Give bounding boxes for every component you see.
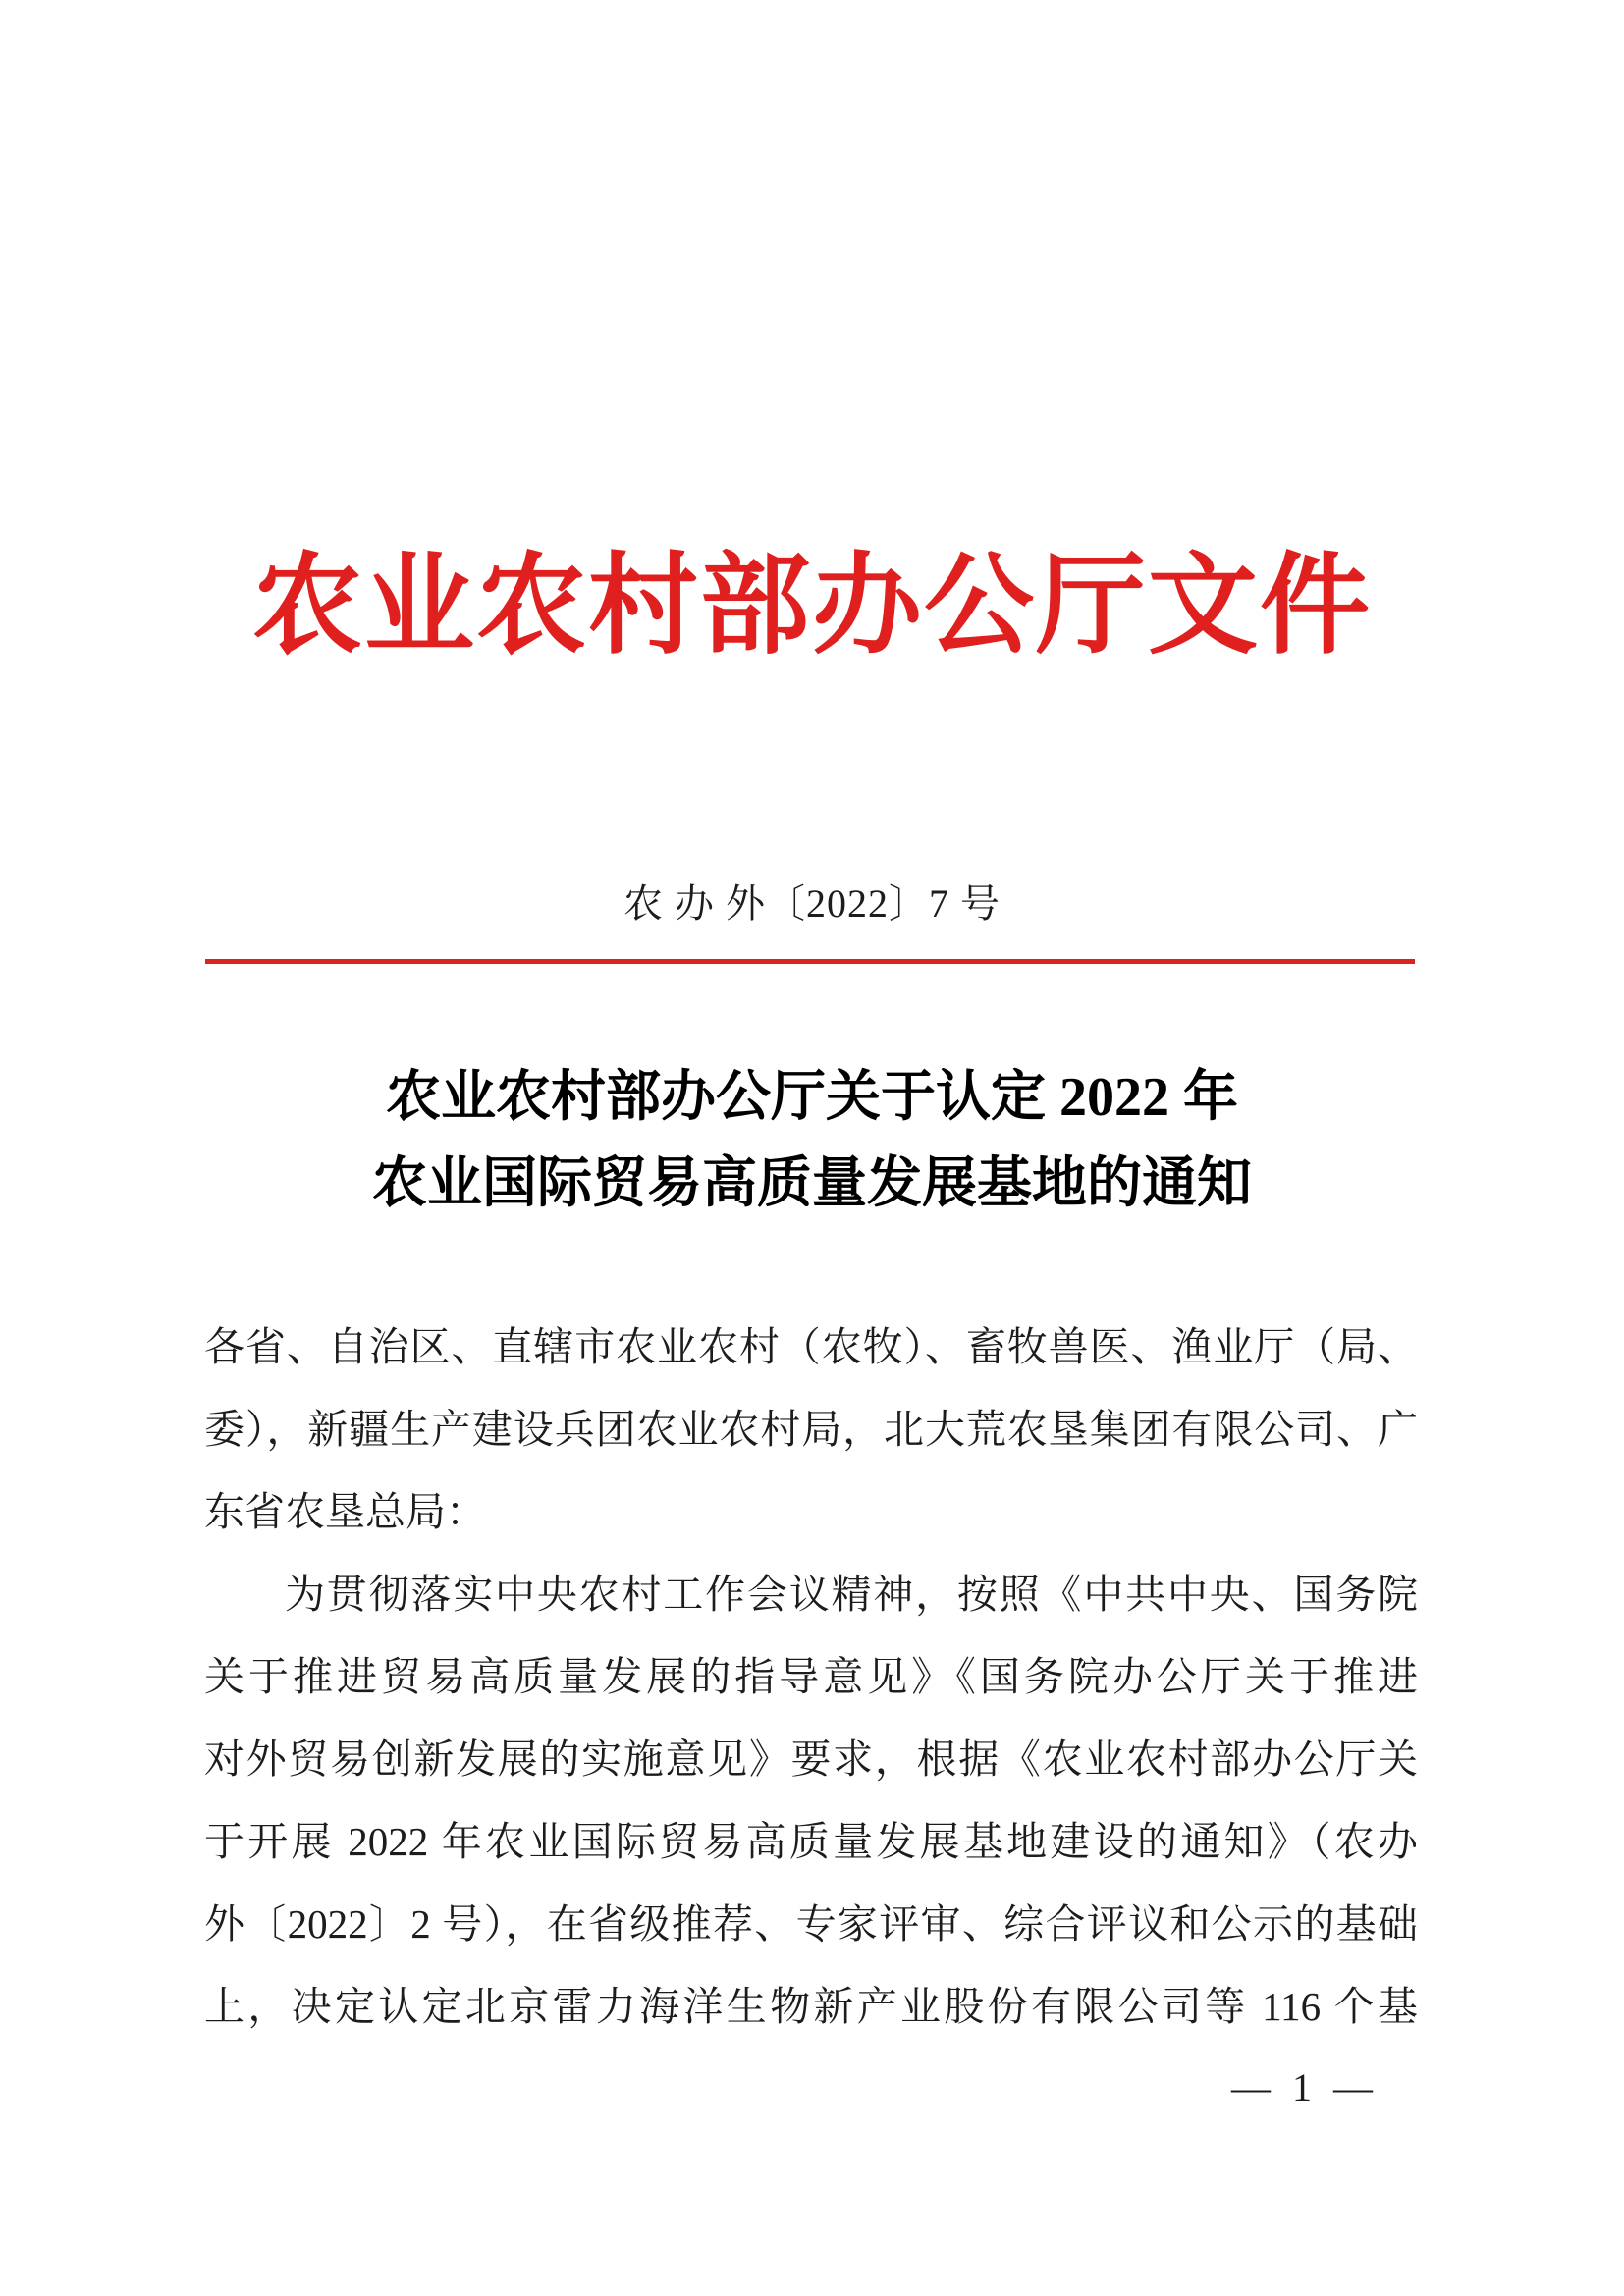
body-text-line: 上，决定认定北京雷力海洋生物新产业股份有限公司等 116 个基: [204, 1984, 1418, 2029]
document-title: [0, 1054, 1624, 1227]
document-title-line-2: 农业国际贸易高质量发展基地的通知: [372, 1153, 1252, 1214]
body-text-line: 各省、自治区、直辖市农业农村（农牧）、畜牧兽医、渔业厅（局、: [204, 1324, 1418, 1369]
body-text-line: 对外贸易创新发展的实施意见》要求，根据《农业农村部办公厅关: [204, 1736, 1418, 1782]
document-header-title: 农业农村部办公厅文件: [252, 546, 1372, 667]
body-text-line: 委），新疆生产建设兵团农业农村局，北大荒农垦集团有限公司、广: [204, 1407, 1418, 1452]
body-text-line: 外〔2022〕2 号），在省级推荐、专家评审、综合评议和公示的基础: [204, 1901, 1418, 1947]
page-number: — 1 —: [1231, 2065, 1379, 2109]
red-divider-line: [205, 959, 1415, 964]
body-text-line: 东省农垦总局：: [204, 1489, 486, 1534]
body-text-line: 为贯彻落实中央农村工作会议精神，按照《中共中央、国务院: [285, 1572, 1418, 1617]
document-title-line-1: 农业农村部办公厅关于认定 2022 年: [386, 1067, 1238, 1128]
body-text-line: 于开展 2022 年农业国际贸易高质量发展基地建设的通知》（农办: [204, 1819, 1418, 1864]
body-text-line: 关于推进贸易高质量发展的指导意见》《国务院办公厅关于推进: [204, 1654, 1418, 1699]
document-body: [204, 1306, 1418, 2048]
document-number: 农 办 外〔2022〕7 号: [623, 881, 1001, 926]
